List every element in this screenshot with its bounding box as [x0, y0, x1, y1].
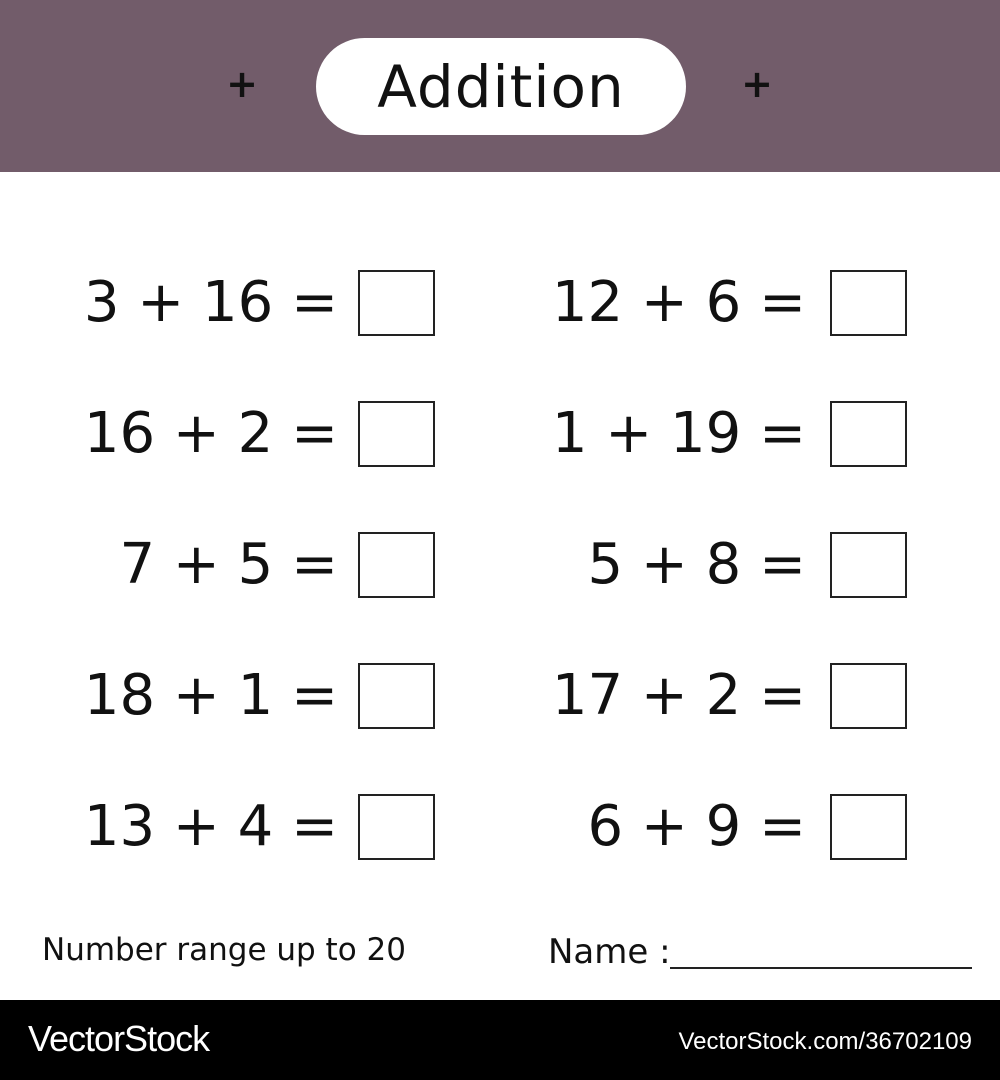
problem-row — [500, 794, 1000, 860]
problem-expression: 18 + 1 = — [83, 663, 338, 728]
problem-row — [0, 532, 500, 598]
stock-url: VectorStock.com/36702109 — [678, 1028, 972, 1055]
answer-box[interactable] — [830, 663, 907, 729]
problem-row — [500, 663, 1000, 729]
answer-box[interactable] — [358, 532, 435, 598]
problem-row — [0, 794, 500, 860]
watermark-bar — [0, 1000, 1000, 1080]
problem-expression: 6 + 9 = — [587, 794, 806, 859]
title-pill — [316, 38, 686, 135]
problem-row — [0, 401, 500, 467]
problem-row — [500, 270, 1000, 336]
header-banner — [0, 0, 1000, 172]
answer-box[interactable] — [358, 401, 435, 467]
problem-expression: 16 + 2 = — [83, 401, 338, 466]
problem-expression: 3 + 16 = — [83, 270, 338, 335]
answer-box[interactable] — [830, 270, 907, 336]
vectorstock-logo: VectorStock — [28, 1018, 210, 1059]
name-label: Name : — [548, 932, 671, 972]
answer-box[interactable] — [358, 270, 435, 336]
answer-box[interactable] — [358, 663, 435, 729]
problem-row — [500, 401, 1000, 467]
problem-expression: 13 + 4 = — [83, 794, 338, 859]
problem-expression: 7 + 5 = — [119, 532, 338, 597]
name-input-line[interactable] — [670, 967, 972, 969]
answer-box[interactable] — [830, 532, 907, 598]
answer-box[interactable] — [358, 794, 435, 860]
answer-box[interactable] — [830, 794, 907, 860]
problem-expression: 17 + 2 = — [551, 663, 806, 728]
problem-row — [0, 270, 500, 336]
problem-expression: 12 + 6 = — [551, 270, 806, 335]
problem-expression: 1 + 19 = — [551, 401, 806, 466]
plus-icon: + — [226, 62, 258, 106]
page-title: Addition — [377, 52, 625, 121]
problem-row — [0, 663, 500, 729]
plus-icon: + — [741, 62, 773, 106]
problem-expression: 5 + 8 = — [587, 532, 806, 597]
number-range-label: Number range up to 20 — [42, 932, 406, 968]
answer-box[interactable] — [830, 401, 907, 467]
problem-row — [500, 532, 1000, 598]
